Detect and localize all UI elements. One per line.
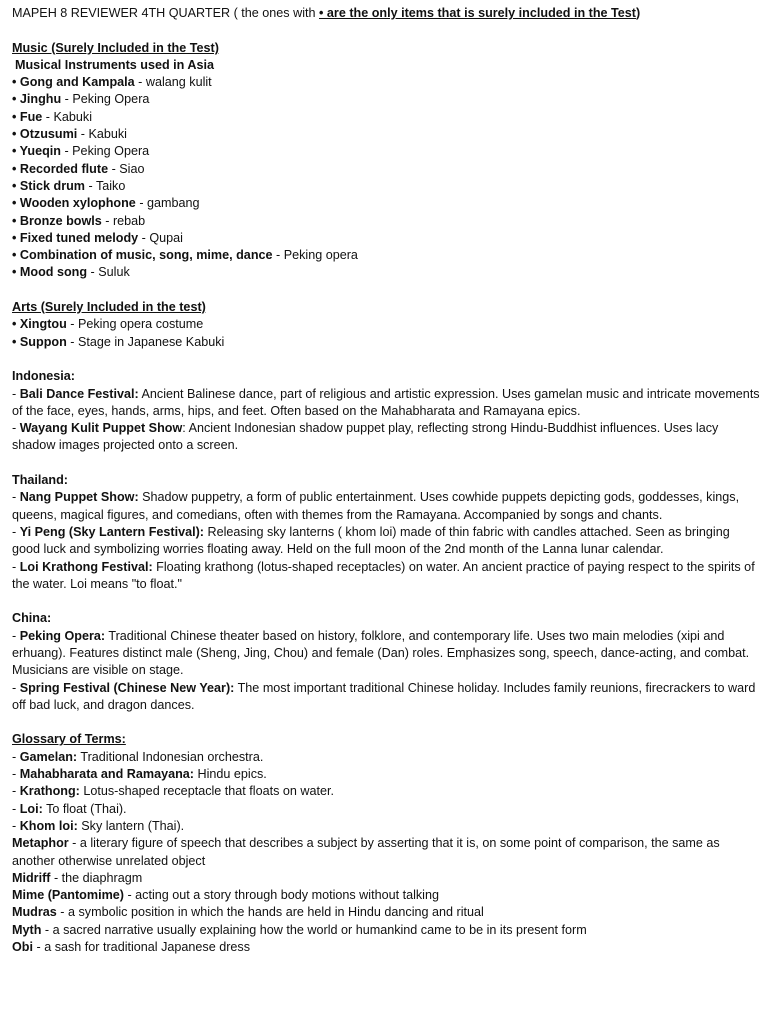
list-item xyxy=(12,524,760,559)
item-dash: - xyxy=(12,524,20,539)
title-underlined: • are the only items that is surely included in the Test xyxy=(319,6,636,20)
list-item xyxy=(12,887,760,904)
document-title xyxy=(12,5,760,22)
item-description: Traditional Indonesian orchestra. xyxy=(77,749,264,764)
item-dash: - xyxy=(12,386,20,401)
title-suffix: ) xyxy=(636,6,641,20)
item-description: - a literary figure of speech that describes a subject by asserting that it is, on some point of comparison, the same as another otherwise unrelated object xyxy=(12,836,720,868)
item-term: Spring Festival (Chinese New Year): xyxy=(19,680,235,695)
list-item xyxy=(12,91,760,108)
music-subheading: Musical Instruments used in Asia xyxy=(15,57,214,72)
item-description: The most important traditional Chinese holiday. Includes family reunions, firecrackers to ward off bad luck, and dragon dances. xyxy=(12,680,756,712)
item-dash: - xyxy=(12,490,20,505)
list-item xyxy=(12,161,760,178)
item-description: : Ancient Indonesian shadow puppet play, reflecting strong Hindu-Buddhist influences. Uses lacy shadow images projected onto a screen. xyxy=(12,421,719,453)
item-description: - rebab xyxy=(101,213,146,228)
list-item xyxy=(12,316,760,333)
item-term: • Mood song xyxy=(12,265,88,280)
list-item xyxy=(12,230,760,247)
item-term: • Fixed tuned melody xyxy=(12,230,139,245)
list-item xyxy=(12,628,760,680)
item-dash: - xyxy=(12,801,20,816)
title-prefix: MAPEH 8 REVIEWER 4TH QUARTER ( the ones with xyxy=(12,6,319,20)
item-term: Krathong: xyxy=(19,784,80,799)
arts-list xyxy=(12,316,760,351)
item-description: - the diaphragm xyxy=(50,870,143,885)
item-term: Peking Opera: xyxy=(19,628,106,643)
item-description: Sky lantern (Thai). xyxy=(77,818,185,833)
item-dash: - xyxy=(12,421,20,436)
item-term: Mime (Pantomime) xyxy=(12,888,124,903)
item-description: - Peking Opera xyxy=(60,144,150,159)
item-term: • Gong and Kampala xyxy=(12,75,135,90)
list-item xyxy=(12,126,760,143)
item-term: Mudras xyxy=(12,905,57,920)
item-description: - Suluk xyxy=(87,265,130,280)
item-dash: - xyxy=(12,628,20,643)
item-description: - acting out a story through body motions without talking xyxy=(123,888,439,903)
item-dash: - xyxy=(12,784,20,799)
item-description: Traditional Chinese theater based on history, folklore, and contemporary life. Uses two main melodies (xipi and erhuang). Features distinct male (Sheng, Jing, Chou) and female (Dan) roles. Emphasizes song, speech, dance-acting, and combat. Musicians are visible on stage. xyxy=(12,628,750,678)
item-description: - walang kulit xyxy=(134,75,212,90)
list-item xyxy=(12,749,760,766)
item-description: - Taiko xyxy=(85,178,126,193)
item-dash: - xyxy=(12,767,20,782)
list-item xyxy=(12,420,760,455)
item-description: - a symbolic position in which the hands are held in Hindu dancing and ritual xyxy=(56,905,484,920)
item-description: - Qupai xyxy=(138,230,183,245)
item-term: Gamelan: xyxy=(19,749,78,764)
list-item xyxy=(12,247,760,264)
arts-heading: Arts (Surely Included in the test) xyxy=(12,300,206,315)
list-item xyxy=(12,870,760,887)
item-description: - a sacred narrative usually explaining how the world or humankind came to be in its present form xyxy=(41,922,587,937)
music-list xyxy=(12,74,760,282)
list-item xyxy=(12,178,760,195)
item-description: - a sash for traditional Japanese dress xyxy=(33,940,251,955)
thailand-list xyxy=(12,489,760,593)
item-description: - gambang xyxy=(135,196,200,211)
list-item xyxy=(12,801,760,818)
item-term: Mahabharata and Ramayana: xyxy=(19,767,194,782)
item-description: Releasing sky lanterns ( khom loi) made of thin fabric with candles attached. Seen as bringing good luck and symbolizing worries floating away. Held on the full moon of the 2nd month of the Lanna lunar calendar. xyxy=(12,524,730,557)
list-item xyxy=(12,783,760,800)
list-item xyxy=(12,195,760,212)
list-item xyxy=(12,264,760,281)
item-description: Ancient Balinese dance, part of religious and artistic expression. Uses gamelan music and intricate movements of the face, eyes, hands, arms, hips, and feet. Often based on the Mahabharata and Ramayana epics. xyxy=(12,386,760,418)
list-item xyxy=(12,109,760,126)
glossary-heading: Glossary of Terms: xyxy=(12,732,126,747)
item-description: Floating krathong (lotus-shaped receptacles) on water. An ancient practice of paying respect to the spirits of the water. Loi means "to float." xyxy=(12,559,755,591)
item-description: Lotus-shaped receptacle that floats on water. xyxy=(79,784,335,799)
item-term: • Stick drum xyxy=(12,178,85,193)
item-term: Bali Dance Festival: xyxy=(19,386,139,401)
list-item xyxy=(12,143,760,160)
item-term: • Combination of music, song, mime, dance xyxy=(12,248,273,263)
item-description: To float (Thai). xyxy=(42,801,127,816)
item-description: Shadow puppetry, a form of public entertainment. Uses cowhide puppets depicting gods, goddesses, kings, queens, magical figures, and comedians, often with themes from the Ramayana. Accompanied by songs and chants. xyxy=(12,490,740,522)
item-term: • Xingtou xyxy=(12,317,67,332)
item-term: Myth xyxy=(12,922,42,937)
item-term: Obi xyxy=(12,940,33,955)
list-item xyxy=(12,74,760,91)
list-item xyxy=(12,922,760,939)
item-term: • Bronze bowls xyxy=(12,213,102,228)
item-term: Metaphor xyxy=(12,836,69,851)
list-item xyxy=(12,680,760,715)
list-item xyxy=(12,213,760,230)
item-term: • Wooden xylophone xyxy=(12,196,136,211)
china-heading: China: xyxy=(12,611,52,626)
list-item xyxy=(12,818,760,835)
list-item xyxy=(12,939,760,956)
item-description: - Kabuki xyxy=(42,109,93,124)
indonesia-list xyxy=(12,386,760,455)
item-description: - Siao xyxy=(108,161,145,176)
list-item xyxy=(12,904,760,921)
list-item xyxy=(12,835,760,870)
item-dash: - xyxy=(12,749,20,764)
list-item xyxy=(12,386,760,421)
list-item xyxy=(12,489,760,524)
item-term: Nang Puppet Show: xyxy=(19,490,139,505)
item-description: - Peking Opera xyxy=(61,92,150,107)
thailand-heading: Thailand: xyxy=(12,473,68,488)
item-description: Hindu epics. xyxy=(193,767,267,782)
item-term: • Otzusumi xyxy=(12,127,78,142)
item-description: - Kabuki xyxy=(77,127,127,142)
item-term: Loi Krathong Festival: xyxy=(19,559,153,574)
music-heading: Music (Surely Included in the Test) xyxy=(12,40,219,55)
glossary-list xyxy=(12,749,760,957)
item-dash: - xyxy=(12,818,20,833)
item-term: Khom loi: xyxy=(19,818,78,833)
list-item xyxy=(12,334,760,351)
item-term: • Recorded flute xyxy=(12,161,109,176)
item-term: • Fue xyxy=(12,109,43,124)
item-description: - Peking opera xyxy=(272,248,358,263)
indonesia-heading: Indonesia: xyxy=(12,369,75,384)
item-term: • Yueqin xyxy=(12,144,61,159)
item-term: Yi Peng (Sky Lantern Festival): xyxy=(19,524,204,539)
item-description: - Peking opera costume xyxy=(66,317,204,332)
item-term: • Jinghu xyxy=(12,92,62,107)
china-list xyxy=(12,628,760,714)
item-term: Wayang Kulit Puppet Show xyxy=(19,421,183,436)
list-item xyxy=(12,559,760,594)
item-dash: - xyxy=(12,559,20,574)
item-dash: - xyxy=(12,680,20,695)
item-term: • Suppon xyxy=(12,334,67,349)
list-item xyxy=(12,766,760,783)
item-term: Loi: xyxy=(19,801,43,816)
item-term: Midriff xyxy=(12,870,51,885)
item-description: - Stage in Japanese Kabuki xyxy=(66,334,225,349)
